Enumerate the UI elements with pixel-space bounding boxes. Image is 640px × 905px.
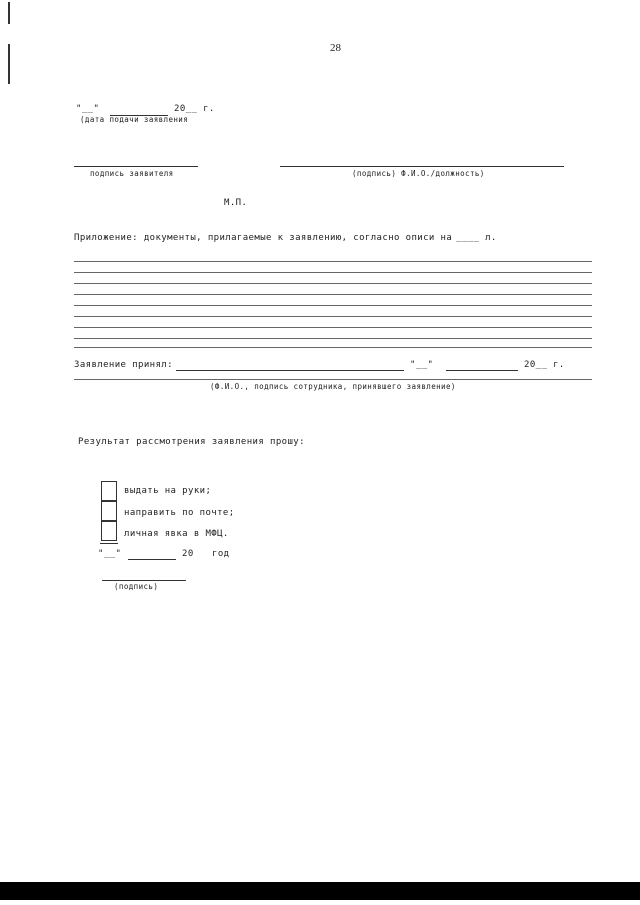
date-caption: (дата подачи заявления xyxy=(80,115,189,124)
result-heading: Результат рассмотрения заявления прошу: xyxy=(78,437,305,447)
result-date-quote-marks: "__" xyxy=(98,549,122,559)
attachment-line xyxy=(74,305,592,306)
official-signature-caption: (подпись) Ф.И.О./должность) xyxy=(352,169,485,178)
option-checkbox-in-person[interactable] xyxy=(101,481,117,501)
attachment-line xyxy=(74,294,592,295)
scan-margin-mark xyxy=(8,2,10,24)
date-quote-marks: "__" xyxy=(76,104,100,114)
date-year: 20__ г. xyxy=(174,104,215,114)
applicant-signature-caption: подпись заявителя xyxy=(90,169,174,178)
accepted-label: Заявление принял: xyxy=(74,360,173,370)
checkbox-bottom-line xyxy=(100,543,118,544)
option-label-by-mail: направить по почте; xyxy=(124,508,235,518)
attachment-line xyxy=(74,316,592,317)
accepted-year: 20__ г. xyxy=(524,360,565,370)
option-label-in-person: выдать на руки; xyxy=(124,486,212,496)
accepted-name-line xyxy=(176,370,404,371)
attachment-line xyxy=(74,338,592,339)
result-month-blank xyxy=(128,559,176,560)
attachment-line xyxy=(74,261,592,262)
option-label-mfc: личная явка в МФЦ. xyxy=(124,529,229,539)
page-number: 28 xyxy=(330,42,341,54)
accepted-month-blank xyxy=(446,370,518,371)
attachment-text: Приложение: документы, прилагаемые к заявлению, согласно описи на xyxy=(74,233,453,243)
attachment-line xyxy=(74,327,592,328)
attachment-pages: ____ л. xyxy=(456,233,497,243)
official-signature-line xyxy=(280,166,564,167)
accepted-caption: (Ф.И.О., подпись сотрудника, принявшего заявление) xyxy=(210,382,456,391)
attachment-line xyxy=(74,272,592,273)
accepted-underline xyxy=(74,379,592,380)
result-signature-caption: (подпись) xyxy=(114,582,159,591)
scan-bottom-edge xyxy=(0,882,640,900)
attachment-line xyxy=(74,347,592,348)
option-checkbox-mfc[interactable] xyxy=(101,521,117,541)
stamp-place: М.П. xyxy=(224,198,248,208)
result-year-suffix: год xyxy=(212,549,230,559)
result-signature-line xyxy=(102,580,186,581)
scan-margin-mark xyxy=(8,44,10,84)
attachment-line xyxy=(74,283,592,284)
accepted-date-quote-marks: "__" xyxy=(410,360,434,370)
result-year: 20 xyxy=(182,549,194,559)
applicant-signature-line xyxy=(74,166,198,167)
option-checkbox-by-mail[interactable] xyxy=(101,501,117,521)
